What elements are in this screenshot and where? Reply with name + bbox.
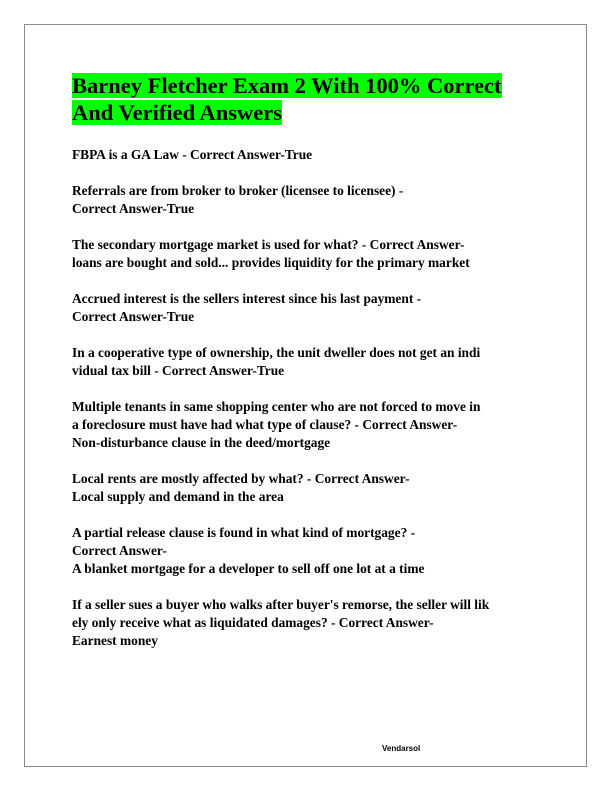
qa-item: Multiple tenants in same shopping center who are not forced to move in a foreclosure must have had what type of clause? - Correct Answer- Non-disturbance clause in the deed/mortgage (72, 399, 481, 450)
title-highlight: Barney Fletcher Exam 2 With 100% Correct And Verified Answers (72, 73, 502, 125)
qa-item: Local rents are mostly affected by what? - Correct Answer- Local supply and demand in the area (72, 471, 410, 504)
qa-item: FBPA is a GA Law - Correct Answer-True (72, 147, 313, 162)
document-body (72, 72, 544, 668)
qa-item: In a cooperative type of ownership, the unit dweller does not get an indi vidual tax bill - Correct Answer-True (72, 345, 481, 378)
qa-item: Accrued interest is the sellers interest since his last payment - Correct Answer-True (72, 291, 422, 324)
qa-item: The secondary mortgage market is used for what? - Correct Answer- loans are bought and sold... provides liquidity for the primary market (72, 237, 470, 270)
qa-item: Referrals are from broker to broker (licensee to licensee) - Correct Answer-True (72, 183, 404, 216)
footer-watermark: Vendarsol (382, 744, 421, 753)
qa-item: If a seller sues a buyer who walks after buyer's remorse, the seller will lik ely only receive what as liquidated damages? - Correct Answer- Earnest money (72, 597, 490, 648)
document-title (72, 72, 544, 126)
qa-item: A partial release clause is found in what kind of mortgage? - Correct Answer- A blanket mortgage for a developer to sell off one lot at a time (72, 525, 425, 576)
